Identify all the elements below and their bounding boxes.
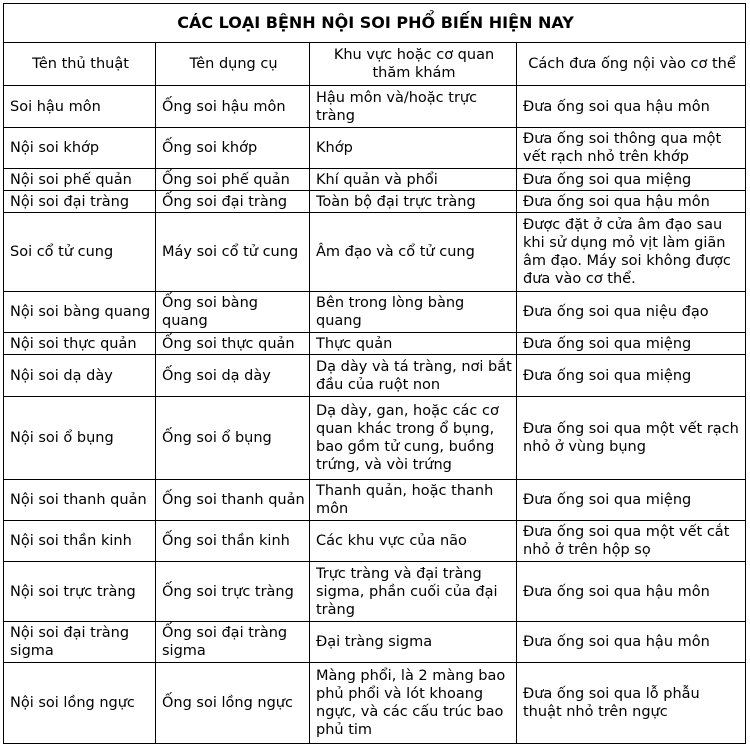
procedure-cell: Nội soi thần kinh (4, 521, 156, 562)
table-row (4, 128, 746, 169)
procedure-cell: Nội soi khớp (4, 128, 156, 169)
method-cell: Đưa ống soi qua hậu môn (517, 191, 746, 213)
area-cell: Trực tràng và đại tràng sigma, phần cuối của đại tràng (310, 562, 517, 622)
instrument-cell: Máy soi cổ tử cung (156, 213, 310, 292)
column-header-method: Cách đưa ống nội vào cơ thể (517, 43, 746, 86)
table-row (4, 333, 746, 355)
table-body (4, 86, 746, 744)
instrument-cell: Ống soi thực quản (156, 333, 310, 355)
instrument-cell: Ống soi lồng ngực (156, 663, 310, 744)
procedure-cell: Nội soi thanh quản (4, 480, 156, 521)
area-cell: Dạ dày, gan, hoặc các cơ quan khác trong ổ bụng, bao gồm tử cung, buồng trứng, và vòi trứng (310, 397, 517, 480)
procedure-cell: Nội soi bàng quang (4, 292, 156, 333)
instrument-cell: Ống soi phế quản (156, 169, 310, 191)
table-title: CÁC LOẠI BỆNH NỘI SOI PHỔ BIẾN HIỆN NAY (4, 4, 746, 43)
procedure-cell: Soi hậu môn (4, 86, 156, 128)
instrument-cell: Ống soi ổ bụng (156, 397, 310, 480)
table-row (4, 169, 746, 191)
endoscopy-table (3, 3, 746, 744)
procedure-cell: Nội soi dạ dày (4, 355, 156, 397)
area-cell: Thanh quản, hoặc thanh môn (310, 480, 517, 521)
area-cell: Các khu vực của não (310, 521, 517, 562)
procedure-cell: Nội soi đại tràng sigma (4, 622, 156, 663)
area-cell: Âm đạo và cổ tử cung (310, 213, 517, 292)
area-cell: Toàn bộ đại trực tràng (310, 191, 517, 213)
instrument-cell: Ống soi thần kinh (156, 521, 310, 562)
procedure-cell: Nội soi phế quản (4, 169, 156, 191)
procedure-cell: Nội soi lồng ngực (4, 663, 156, 744)
table-row (4, 562, 746, 622)
method-cell: Đưa ống soi qua niệu đạo (517, 292, 746, 333)
table-row (4, 292, 746, 333)
table-row (4, 480, 746, 521)
method-cell: Đưa ống soi qua miệng (517, 169, 746, 191)
table-row (4, 86, 746, 128)
procedure-cell: Nội soi thực quản (4, 333, 156, 355)
method-cell: Đưa ống soi qua hậu môn (517, 86, 746, 128)
method-cell: Đưa ống soi qua miệng (517, 480, 746, 521)
instrument-cell: Ống soi thanh quản (156, 480, 310, 521)
table-row (4, 355, 746, 397)
area-cell: Khớp (310, 128, 517, 169)
instrument-cell: Ống soi khớp (156, 128, 310, 169)
method-cell: Đưa ống soi qua một vết rạch nhỏ ở vùng bụng (517, 397, 746, 480)
column-header-area: Khu vực hoặc cơ quan thăm khám (310, 43, 517, 86)
area-cell: Đại tràng sigma (310, 622, 517, 663)
title-row (4, 4, 746, 43)
method-cell: Đưa ống soi qua hậu môn (517, 562, 746, 622)
procedure-cell: Nội soi ổ bụng (4, 397, 156, 480)
method-cell: Được đặt ở cửa âm đạo sau khi sử dụng mỏ vịt làm giãn âm đạo. Máy soi không được đưa vào cơ thể. (517, 213, 746, 292)
procedure-cell: Nội soi đại tràng (4, 191, 156, 213)
method-cell: Đưa ống soi qua hậu môn (517, 622, 746, 663)
method-cell: Đưa ống soi thông qua một vết rạch nhỏ trên khớp (517, 128, 746, 169)
instrument-cell: Ống soi dạ dày (156, 355, 310, 397)
area-cell: Bên trong lòng bàng quang (310, 292, 517, 333)
instrument-cell: Ống soi đại tràng (156, 191, 310, 213)
table-row (4, 191, 746, 213)
column-header-procedure: Tên thủ thuật (4, 43, 156, 86)
table-row (4, 521, 746, 562)
instrument-cell: Ống soi bàng quang (156, 292, 310, 333)
area-cell: Khí quản và phổi (310, 169, 517, 191)
method-cell: Đưa ống soi qua một vết cắt nhỏ ở trên hộp sọ (517, 521, 746, 562)
table-row (4, 213, 746, 292)
area-cell: Màng phổi, là 2 màng bao phủ phổi và lót khoang ngực, và các cấu trúc bao phủ tim (310, 663, 517, 744)
area-cell: Hậu môn và/hoặc trực tràng (310, 86, 517, 128)
table-row (4, 663, 746, 744)
instrument-cell: Ống soi đại tràng sigma (156, 622, 310, 663)
instrument-cell: Ống soi trực tràng (156, 562, 310, 622)
method-cell: Đưa ống soi qua lỗ phẫu thuật nhỏ trên ngực (517, 663, 746, 744)
table-row (4, 622, 746, 663)
method-cell: Đưa ống soi qua miệng (517, 355, 746, 397)
method-cell: Đưa ống soi qua miệng (517, 333, 746, 355)
header-row (4, 43, 746, 86)
column-header-instrument: Tên dụng cụ (156, 43, 310, 86)
area-cell: Thực quản (310, 333, 517, 355)
table-row (4, 397, 746, 480)
instrument-cell: Ống soi hậu môn (156, 86, 310, 128)
area-cell: Dạ dày và tá tràng, nơi bắt đầu của ruột non (310, 355, 517, 397)
document (3, 3, 745, 744)
procedure-cell: Soi cổ tử cung (4, 213, 156, 292)
procedure-cell: Nội soi trực tràng (4, 562, 156, 622)
